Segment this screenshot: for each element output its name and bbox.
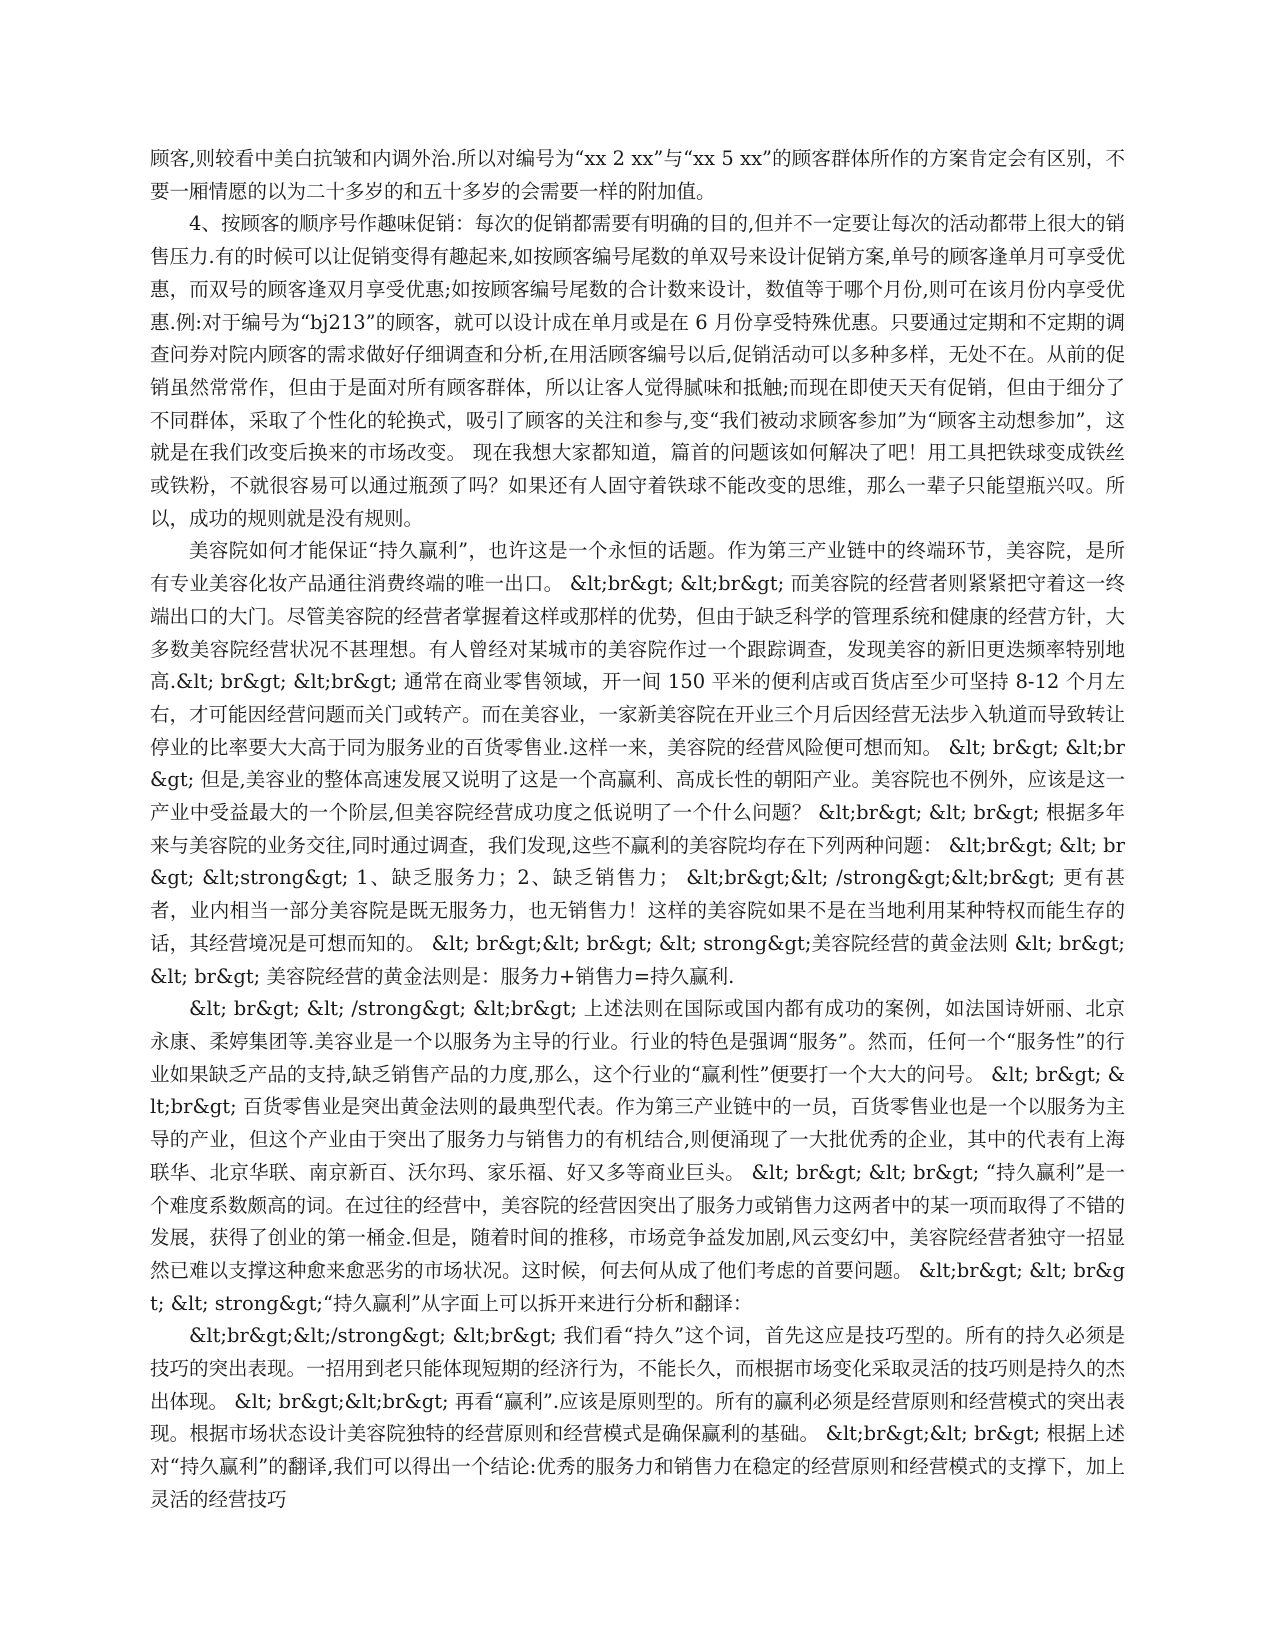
paragraph-1: 顾客,则较看中美白抗皱和内调外治.所以对编号为“xx 2 xx”与“xx 5 xx”的顾客群体所作的方案肯定会有区别，不要一厢情愿的以为二十多岁的和五十多岁的会需要一样的附加值。 bbox=[150, 147, 1125, 203]
paragraph-2: 4、按顾客的顺序号作趣味促销：每次的促销都需要有明确的目的,但并不一定要让每次的活动都带上很大的销售压力.有的时候可以让促销变得有趣起来,如按顾客编号尾数的单双号来设计促销方案,单号的顾客逢单月可享受优惠，而双号的顾客逢双月享受优惠;如按顾客编号尾数的合计数来设计，数值等于哪个月份,则可在该月份内享受优惠.例:对于编号为“bj213”的顾客，就可以设计成在单月或是在 6 月份享受特殊优惠。只要通过定期和不定期的调查问券对院内顾客的需求做好仔细调查和分析,在用活顾客编号以后,促销活动可以多种多样，无处不在。从前的促销虽然常常作，但由于是面对所有顾客群体，所以让客人觉得腻味和抵触;而现在即使天天有促销，但由于细分了不同群体，采取了个性化的轮换式，吸引了顾客的关注和参与,变“我们被动求顾客参加”为“顾客主动想参加”，这就是在我们改变后换来的市场改变。 现在我想大家都知道，篇首的问题该如何解决了吧！用工具把铁球变成铁丝或铁粉，不就很容易可以通过瓶颈了吗？如果还有人固守着铁球不能改变的思维，那么一辈子只能望瓶兴叹。所以，成功的规则就是没有规则。 bbox=[150, 212, 1125, 530]
paragraph-4: &lt; br&gt; &lt; /strong&gt; &lt;br&gt; 上述法则在国际或国内都有成功的案例，如法国诗妍丽、北京永康、柔婷集团等.美容业是一个以服务为主导的行业。行业的特色是强调“服务”。然而，任何一个“服务性”的行业如果缺乏产品的支持,缺乏销售产品的力度,那么，这个行业的“赢利性”便要打一个大大的问号。 &lt; br&gt; &lt;br&gt; 百货零售业是突出黄金法则的最典型代表。作为第三产业链中的一员，百货零售业也是一个以服务为主导的产业，但这个产业由于突出了服务力与销售力的有机结合,则便涌现了一大批优秀的企业，其中的代表有上海联华、北京华联、南京新百、沃尔玛、家乐福、好又多等商业巨头。 &lt; br&gt; &lt; br&gt; “持久赢利”是一个难度系数颇高的词。在过往的经营中，美容院的经营因突出了服务力或销售力这两者中的某一项而取得了不错的发展，获得了创业的第一桶金.但是，随着时间的推移，市场竞争益发加剧,风云变幻中，美容院经营者独守一招显然已难以支撑这种愈来愈恶劣的市场状况。这时候，何去何从成了他们考虑的首要问题。 &lt;br&gt; &lt; br&gt; &lt; strong&gt;“持久赢利”从字面上可以拆开来进行分析和翻译： bbox=[150, 997, 1126, 1315]
document-page bbox=[150, 143, 1125, 1517]
paragraph-5: &lt;br&gt;&lt;/strong&gt; &lt;br&gt; 我们看“持久”这个词，首先这应是技巧型的。所有的持久必须是技巧的突出表现。一招用到老只能体现短期的经济行为，不能长久，而根据市场变化采取灵活的技巧则是持久的杰出体现。 &lt; br&gt;&lt;br&gt; 再看“赢利”.应该是原则型的。所有的赢利必须是经营原则和经营模式的突出表现。根据市场状态设计美容院独特的经营原则和经营模式是确保赢利的基础。 &lt;br&gt;&lt; br&gt; 根据上述对“持久赢利”的翻译,我们可以得出一个结论:优秀的服务力和销售力在稳定的经营原则和经营模式的支撑下，加上灵活的经营技巧 bbox=[150, 1324, 1126, 1511]
paragraph-3: 美容院如何才能保证“持久赢利”，也许这是一个永恒的话题。作为第三产业链中的终端环节，美容院，是所有专业美容化妆产品通往消费终端的唯一出口。 &lt;br&gt; &lt;br&gt; 而美容院的经营者则紧紧把守着这一终端出口的大门。尽管美容院的经营者掌握着这样或那样的优势，但由于缺乏科学的管理系统和健康的经营方针，大多数美容院经营状况不甚理想。有人曾经对某城市的美容院作过一个跟踪调查，发现美容的新旧更迭频率特别地高.&lt; br&gt; &lt;br&gt; 通常在商业零售领域，开一间 150 平米的便利店或百货店至少可坚持 8-12 个月左右，才可能因经营问题而关门或转产。而在美容业，一家新美容院在开业三个月后因经营无法步入轨道而导致转让停业的比率要大大高于同为服务业的百货零售业.这样一来，美容院的经营风险便可想而知。 &lt; br&gt; &lt;br&gt; 但是,美容业的整体高速发展又说明了这是一个高赢利、高成长性的朝阳产业。美容院也不例外，应该是这一产业中受益最大的一个阶层,但美容院经营成功度之低说明了一个什么问题？ &lt;br&gt; &lt; br&gt; 根据多年来与美容院的业务交往,同时通过调查，我们发现,这些不赢利的美容院均存在下列两种问题： &lt;br&gt; &lt; br&gt; &lt;strong&gt; 1、缺乏服务力；2、缺乏销售力； &lt;br&gt;&lt; /strong&gt;&lt;br&gt; 更有甚者，业内相当一部分美容院是既无服务力，也无销售力！这样的美容院如果不是在当地利用某种特权而能生存的话，其经营境况是可想而知的。 &lt; br&gt;&lt; br&gt; &lt; strong&gt;美容院经营的黄金法则 &lt; br&gt; &lt; br&gt; 美容院经营的黄金法则是：服务力+销售力=持久赢利. bbox=[150, 539, 1126, 988]
